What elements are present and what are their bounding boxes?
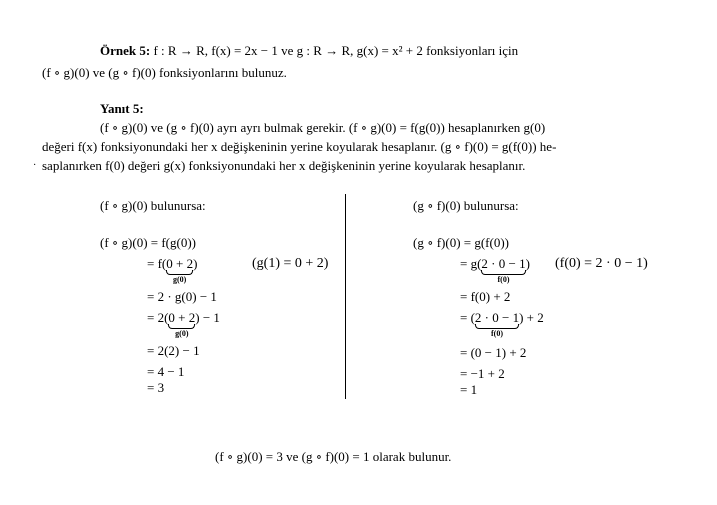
example-label: Örnek 5:	[100, 43, 151, 58]
answer-line-3: saplanırken f(0) değeri g(x) fonksiyonundaki her x değişkeninin yerine koyularak hesaplanır.	[42, 158, 526, 173]
left-step-6: = 3	[147, 380, 165, 395]
answer-block	[42, 99, 648, 175]
right-step-0: (g ∘ f)(0) = g(f(0))	[413, 235, 509, 250]
example-line-1	[42, 40, 648, 62]
right-step-1-brace: 2 · 0 − 1 f(0)	[481, 256, 526, 284]
right-step-1: = g(2 · 0 − 1 f(0) )	[460, 256, 530, 284]
example-block	[42, 40, 648, 84]
column-divider	[345, 194, 346, 399]
left-step-5: = 4 − 1	[147, 364, 185, 379]
stray-dot: ·	[33, 160, 37, 171]
left-step-0: (f ∘ g)(0) = f(g(0))	[100, 235, 196, 250]
left-step-1-brace: 0 + 2 g(0)	[166, 256, 194, 284]
answer-label-line	[42, 99, 648, 118]
right-step-4: = (0 − 1) + 2	[460, 345, 527, 360]
left-step-3: = 2(0 + 2 g(0) ) − 1	[147, 310, 220, 338]
answer-line-1: (f ∘ g)(0) ve (g ∘ f)(0) ayrı ayrı bulmak gerekir. (f ∘ g)(0) = f(g(0)) hesaplanırken g(0)	[100, 120, 546, 135]
left-heading: (f ∘ g)(0) bulunursa:	[100, 198, 206, 213]
left-step-2: = 2 · g(0) − 1	[147, 289, 217, 304]
answer-label: Yanıt 5:	[100, 101, 144, 116]
right-note: (f(0) = 2 · 0 − 1)	[555, 256, 648, 271]
right-step-3-brace: 2 · 0 − 1 f(0)	[474, 310, 520, 338]
left-note: (g(1) = 0 + 2)	[252, 256, 329, 271]
right-step-5: = −1 + 2	[460, 366, 505, 381]
left-step-3-brace: 0 + 2 g(0)	[168, 310, 196, 338]
conclusion: (f ∘ g)(0) = 3 ve (g ∘ f)(0) = 1 olarak bulunur.	[215, 449, 452, 464]
right-step-2: = f(0) + 2	[460, 289, 511, 304]
left-step-1: = f(0 + 2 g(0) )	[147, 256, 198, 284]
example-line-2: (f ∘ g)(0) ve (g ∘ f)(0) fonksiyonlarını bulunuz.	[42, 65, 287, 80]
right-step-6: = 1	[460, 382, 478, 397]
left-step-4: = 2(2) − 1	[147, 343, 200, 358]
example-text-1: f : R → R, f(x) = 2x − 1 ve g : R → R, g(x) = x² + 2 fonksiyonları için	[153, 43, 519, 58]
right-heading: (g ∘ f)(0) bulunursa:	[413, 198, 519, 213]
right-step-3: = (2 · 0 − 1 f(0) ) + 2	[460, 310, 544, 338]
answer-line-2: değeri f(x) fonksiyonundaki her x değişkeninin yerine koyularak hesaplanır. (g ∘ f)(0) = g(f(0)) he-	[42, 139, 557, 154]
